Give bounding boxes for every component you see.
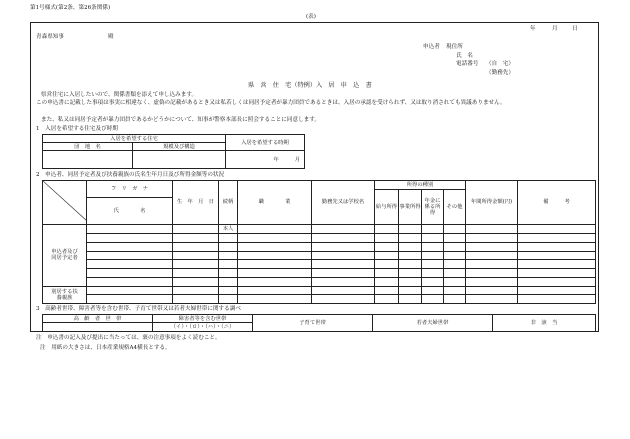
row-cell[interactable] xyxy=(518,286,596,295)
workplace-header: 勤務先又は学校名 xyxy=(312,181,375,225)
row-cell[interactable] xyxy=(399,234,422,243)
row-cell[interactable] xyxy=(87,242,173,251)
addressee: 青森県知事 xyxy=(36,34,64,40)
business-cell[interactable] xyxy=(399,224,422,234)
row-cell[interactable] xyxy=(375,295,399,304)
row-cell[interactable] xyxy=(399,269,422,278)
row-cell[interactable] xyxy=(375,260,399,269)
row-cell[interactable] xyxy=(422,260,444,269)
row-cell[interactable] xyxy=(375,251,399,260)
row-cell[interactable] xyxy=(87,234,173,243)
row-cell[interactable] xyxy=(444,234,466,243)
row-cell[interactable] xyxy=(238,295,312,304)
housing-table xyxy=(42,134,305,169)
section3-heading: 3 高齢者世帯、障害者等を含む世帯、子育て世帯又は若者夫婦世帯に関する調べ xyxy=(36,306,241,312)
row-cell[interactable] xyxy=(466,277,518,286)
row-cell[interactable] xyxy=(238,277,312,286)
row-cell[interactable] xyxy=(375,234,399,243)
row-cell[interactable] xyxy=(238,260,312,269)
row-cell[interactable] xyxy=(399,260,422,269)
furigana-header: フ リ ガ ナ xyxy=(87,181,173,198)
relation-header: 続柄 xyxy=(219,181,238,225)
row-cell[interactable] xyxy=(173,295,219,304)
row-cell[interactable] xyxy=(466,286,518,295)
housing-header: 入居を希望する住宅 xyxy=(43,135,226,143)
row-cell[interactable] xyxy=(219,269,238,278)
body-text-1: 県営住宅に入居したいので、関係書類を添えて申し込みます。 xyxy=(41,92,198,98)
none-header[interactable]: 非 該 当 xyxy=(493,315,596,332)
row-cell[interactable] xyxy=(173,260,219,269)
remarks-header: 備 考 xyxy=(518,181,596,225)
row-cell[interactable] xyxy=(238,286,312,295)
row-cell[interactable] xyxy=(87,251,173,260)
disabled-header: 障害者等を含む世帯 xyxy=(153,315,253,323)
row-cell[interactable] xyxy=(312,269,375,278)
row-cell[interactable] xyxy=(444,260,466,269)
row-cell[interactable] xyxy=(238,251,312,260)
row-cell[interactable] xyxy=(399,286,422,295)
row-cell[interactable] xyxy=(173,242,219,251)
honorific: 殿 xyxy=(108,34,114,40)
complex-cell[interactable] xyxy=(43,151,133,169)
row-cell[interactable] xyxy=(87,286,173,295)
row-cell[interactable] xyxy=(466,260,518,269)
workplace-cell[interactable] xyxy=(312,224,375,234)
row-cell[interactable] xyxy=(518,269,596,278)
diagonal-cell xyxy=(43,181,87,225)
disabled-options[interactable]: （イ）・（ロ）・（ハ）・（ニ） xyxy=(153,323,253,332)
row-cell[interactable] xyxy=(375,286,399,295)
address-label: 現住所 xyxy=(446,44,463,50)
date-day: 日 xyxy=(572,26,578,32)
row-cell[interactable] xyxy=(219,277,238,286)
annual-cell[interactable] xyxy=(466,224,518,234)
row-cell[interactable] xyxy=(219,242,238,251)
phone-label: 電話番号 xyxy=(456,61,479,67)
group-applicants: 申込者及び同居予定者 xyxy=(43,224,87,286)
row-cell[interactable] xyxy=(312,251,375,260)
row-cell[interactable] xyxy=(375,277,399,286)
job-header: 職 業 xyxy=(238,181,312,225)
income-type-header: 所得の種別 xyxy=(375,181,466,190)
row-cell[interactable] xyxy=(518,295,596,304)
row-cell[interactable] xyxy=(422,242,444,251)
elderly-header: 高 齢 者 世 帯 xyxy=(43,315,153,323)
applicant-label: 申込者 xyxy=(423,44,440,50)
row-cell[interactable] xyxy=(173,234,219,243)
period-cell[interactable] xyxy=(226,151,305,169)
row-cell[interactable] xyxy=(466,251,518,260)
row-cell[interactable] xyxy=(312,234,375,243)
section2-heading: 2 申込者、同居予定者及び扶養親族の氏名生年月日及び所得金額等の状況 xyxy=(36,172,225,178)
row-cell[interactable] xyxy=(375,269,399,278)
row-cell[interactable] xyxy=(219,286,238,295)
section1-heading: 1 入居を希望する住宅及び時期 xyxy=(36,126,118,132)
phone-home: （自 宅） xyxy=(486,61,514,67)
row-cell[interactable] xyxy=(238,269,312,278)
row-cell[interactable] xyxy=(399,242,422,251)
business-header: 事業所得 xyxy=(399,189,422,224)
row-cell[interactable] xyxy=(466,269,518,278)
row-cell[interactable] xyxy=(219,234,238,243)
row-cell[interactable] xyxy=(444,286,466,295)
row-cell[interactable] xyxy=(518,251,596,260)
row-cell[interactable] xyxy=(312,260,375,269)
complex-header: 団 地 名 xyxy=(43,143,133,151)
row-cell[interactable] xyxy=(444,277,466,286)
diagonal-line xyxy=(43,181,87,221)
row-cell[interactable] xyxy=(444,295,466,304)
body-text-2: この申込書に記載した事項は事実に相違なく、虚偽の記載があるとき又は私若しくは同居予定者が暴力団員であるときは、入居の承認を受けられず、又は取り消されても異議ありません。 xyxy=(36,100,506,106)
period-year: 年 xyxy=(273,156,279,163)
row-cell[interactable] xyxy=(518,234,596,243)
scale-header: 規模及び構造 xyxy=(133,143,226,151)
row-cell[interactable] xyxy=(173,277,219,286)
note-2: 注 用紙の大きさは、日本産業規格A4横長とする。 xyxy=(40,345,171,351)
row-cell[interactable] xyxy=(422,234,444,243)
row-cell[interactable] xyxy=(422,269,444,278)
household-table xyxy=(42,180,596,304)
name-label: 氏 名 xyxy=(456,53,473,59)
row-cell[interactable] xyxy=(312,295,375,304)
name-cell[interactable] xyxy=(87,224,173,234)
row-cell[interactable] xyxy=(399,295,422,304)
phone-work: （勤務先） xyxy=(486,70,514,76)
row-cell[interactable] xyxy=(87,260,173,269)
row-cell[interactable] xyxy=(422,286,444,295)
group-dependents: 別居する扶養親族 xyxy=(43,286,87,304)
row-cell[interactable] xyxy=(422,277,444,286)
row-cell[interactable] xyxy=(238,234,312,243)
row-cell[interactable] xyxy=(444,269,466,278)
row-cell[interactable] xyxy=(87,269,173,278)
form-number: 第1号様式(第2条、第26条関係) xyxy=(30,5,111,11)
period-header: 入居を希望する時期 xyxy=(226,135,305,151)
self-cell: 本人 xyxy=(219,224,238,234)
child-header[interactable]: 子育て世帯 xyxy=(253,315,373,332)
row-cell[interactable] xyxy=(312,277,375,286)
row-cell[interactable] xyxy=(518,260,596,269)
row-cell[interactable] xyxy=(219,260,238,269)
salary-header: 給与所得 xyxy=(375,189,399,224)
other-header: その他 xyxy=(444,189,466,224)
dob-header: 生 年 月 日 xyxy=(173,181,219,225)
remarks-cell[interactable] xyxy=(518,224,596,234)
row-cell[interactable] xyxy=(375,242,399,251)
row-cell[interactable] xyxy=(518,277,596,286)
date-month: 月 xyxy=(552,26,558,32)
form-title: 県 営 住 宅（特例）入 居 申 込 書 xyxy=(248,82,372,89)
salary-cell[interactable] xyxy=(375,224,399,234)
row-cell[interactable] xyxy=(219,295,238,304)
pension-cell[interactable] xyxy=(422,224,444,234)
note-1: 注 申込書の記入及び提出に当たっては、裏の注意事項をよく読むこと。 xyxy=(36,335,221,341)
row-cell[interactable] xyxy=(238,242,312,251)
row-cell[interactable] xyxy=(444,251,466,260)
scale-cell[interactable] xyxy=(133,151,226,169)
row-cell[interactable] xyxy=(518,242,596,251)
row-cell[interactable] xyxy=(87,295,173,304)
pension-header: 年金に係る所得 xyxy=(422,189,444,224)
row-cell[interactable] xyxy=(87,277,173,286)
row-cell[interactable] xyxy=(399,277,422,286)
row-cell[interactable] xyxy=(422,295,444,304)
name-header: 氏 名 xyxy=(87,198,173,224)
job-cell[interactable] xyxy=(238,224,312,234)
annual-income-header: 年間所得金額(円) xyxy=(466,181,518,225)
row-cell[interactable] xyxy=(399,251,422,260)
row-cell[interactable] xyxy=(173,286,219,295)
row-cell[interactable] xyxy=(173,269,219,278)
other-cell[interactable] xyxy=(444,224,466,234)
row-cell[interactable] xyxy=(312,286,375,295)
row-cell[interactable] xyxy=(219,251,238,260)
row-cell[interactable] xyxy=(312,242,375,251)
date-year: 年 xyxy=(530,26,536,32)
row-cell[interactable] xyxy=(466,295,518,304)
side-label: (表) xyxy=(306,14,316,20)
dob-cell[interactable] xyxy=(173,224,219,234)
body-text-3: また、私又は同居予定者が暴力団員であるかどうかについて、知事が警察本部長に照会することに同意します。 xyxy=(41,117,321,123)
row-cell[interactable] xyxy=(422,251,444,260)
young-header[interactable]: 若者夫婦世帯 xyxy=(373,315,493,332)
elderly-cell[interactable] xyxy=(43,323,153,332)
row-cell[interactable] xyxy=(173,251,219,260)
period-month: 月 xyxy=(294,156,300,163)
row-cell[interactable] xyxy=(466,242,518,251)
row-cell[interactable] xyxy=(466,234,518,243)
row-cell[interactable] xyxy=(444,242,466,251)
household-type-table xyxy=(42,314,596,332)
